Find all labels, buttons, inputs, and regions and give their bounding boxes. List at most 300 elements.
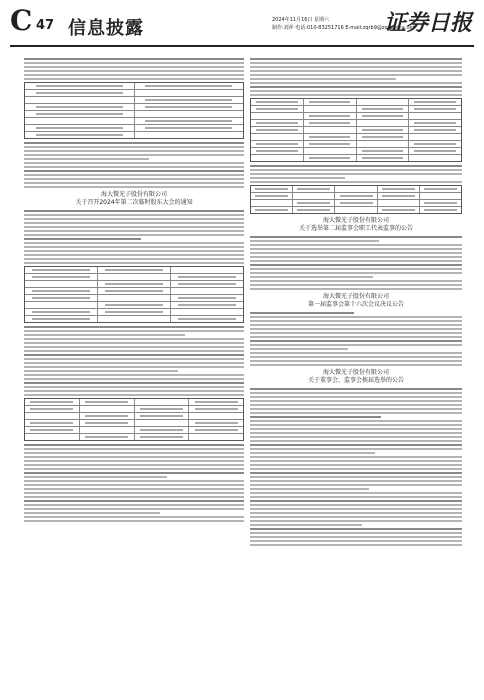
table-row	[25, 118, 243, 125]
cell-text	[36, 92, 123, 94]
table-cell	[135, 132, 244, 138]
text-line	[24, 254, 244, 256]
cell-text	[178, 304, 236, 306]
table-cell	[135, 97, 244, 103]
text-line	[250, 408, 462, 410]
table-cell	[409, 155, 461, 161]
text-line	[250, 528, 462, 530]
table-cell	[135, 111, 244, 117]
text-line	[250, 436, 462, 438]
cell-text	[309, 136, 350, 138]
text-line	[24, 230, 244, 232]
text-line	[24, 338, 244, 340]
text-line	[250, 448, 462, 450]
table-cell	[25, 104, 135, 110]
text-line	[250, 396, 462, 398]
cell-text	[256, 101, 297, 103]
table-cell	[25, 125, 135, 131]
text-line	[24, 460, 244, 462]
text-line	[24, 346, 244, 348]
text-line	[24, 484, 244, 486]
table-cell	[357, 99, 410, 105]
masthead-rule	[10, 45, 474, 47]
cell-text	[145, 127, 232, 129]
text-line	[24, 226, 244, 228]
text-line	[250, 484, 462, 486]
table-cell	[135, 420, 190, 426]
table-row	[251, 186, 461, 193]
section-title: 信息披露	[68, 18, 144, 39]
text-line	[250, 260, 462, 262]
table-cell	[135, 125, 244, 131]
text-line	[250, 388, 462, 390]
table-cell	[304, 155, 357, 161]
cell-text	[85, 415, 128, 417]
text-line	[250, 432, 462, 434]
cell-text	[424, 202, 457, 204]
cell-text	[414, 150, 455, 152]
table-cell	[378, 207, 420, 213]
text-line	[250, 356, 462, 358]
notice-text-block	[250, 312, 462, 366]
text-line	[24, 456, 244, 458]
table-cell	[171, 316, 243, 322]
text-line	[24, 74, 244, 76]
text-line	[24, 520, 244, 522]
text-line	[24, 330, 244, 332]
text-line	[250, 173, 462, 175]
table-row	[251, 127, 461, 134]
table-cell	[98, 288, 171, 294]
cell-text	[30, 422, 73, 424]
cell-text	[36, 127, 123, 129]
cell-text	[30, 429, 73, 431]
cell-text	[105, 304, 163, 306]
notice-text-block	[250, 388, 462, 546]
table-row	[25, 302, 243, 309]
text-line	[24, 262, 244, 264]
cell-text	[145, 85, 232, 87]
table-cell	[357, 148, 410, 154]
table-cell	[420, 186, 461, 192]
cell-text	[32, 276, 90, 278]
text-line	[250, 78, 396, 80]
cell-text	[362, 108, 403, 110]
table-cell	[135, 104, 244, 110]
table-row	[251, 120, 461, 127]
table-cell	[409, 120, 461, 126]
text-line	[24, 370, 178, 372]
cell-text	[309, 122, 350, 124]
cell-text	[36, 113, 123, 115]
text-line	[250, 328, 462, 330]
table-row	[25, 406, 243, 413]
cell-text	[85, 436, 128, 438]
table-cell	[409, 134, 461, 140]
table-cell	[135, 434, 190, 440]
table-row	[251, 141, 461, 148]
text-line	[250, 516, 462, 518]
table-cell	[25, 413, 80, 419]
text-line	[250, 468, 462, 470]
cell-text	[414, 143, 455, 145]
text-line	[24, 178, 244, 180]
table-cell	[189, 406, 243, 412]
table-cell	[357, 113, 410, 119]
text-line	[24, 362, 244, 364]
text-line	[24, 342, 244, 344]
text-line	[250, 336, 462, 338]
cell-text	[362, 157, 403, 159]
cell-text	[140, 408, 183, 410]
cell-text	[309, 143, 350, 145]
cell-text	[145, 106, 232, 108]
table-cell	[304, 106, 357, 112]
table-cell	[251, 193, 293, 199]
notice-table	[24, 82, 244, 139]
notice-heading	[250, 217, 462, 233]
text-line	[250, 62, 462, 64]
table-cell	[409, 141, 461, 147]
text-line	[250, 392, 462, 394]
table-cell	[98, 267, 171, 273]
text-line	[24, 468, 244, 470]
cell-text	[140, 436, 183, 438]
text-line	[24, 234, 244, 236]
table-cell	[80, 427, 135, 433]
right-column	[250, 56, 462, 690]
cell-text	[424, 188, 457, 190]
text-line	[24, 210, 244, 212]
table-row	[251, 193, 461, 200]
text-line	[250, 284, 462, 286]
text-line	[24, 504, 244, 506]
table-cell	[25, 420, 80, 426]
text-line	[24, 238, 141, 240]
cell-text	[178, 318, 236, 320]
text-line	[24, 158, 149, 160]
text-line	[250, 504, 462, 506]
table-row	[25, 427, 243, 434]
text-line	[250, 58, 462, 60]
text-line	[24, 146, 244, 148]
text-line	[250, 177, 345, 179]
table-cell	[80, 420, 135, 426]
table-cell	[251, 113, 304, 119]
text-line	[250, 412, 462, 414]
notice-text-block	[24, 444, 244, 522]
text-line	[250, 332, 462, 334]
text-line	[24, 182, 244, 184]
table-row	[25, 125, 243, 132]
table-cell	[304, 148, 357, 154]
text-line	[250, 256, 462, 258]
text-line	[250, 460, 462, 462]
table-cell	[25, 302, 98, 308]
table-cell	[25, 295, 98, 301]
text-line	[24, 246, 244, 248]
notice-text-block	[24, 326, 244, 396]
table-row	[25, 274, 243, 281]
cell-text	[105, 283, 163, 285]
notice-text-block	[250, 165, 462, 183]
table-row	[251, 99, 461, 106]
table-cell	[357, 106, 410, 112]
cell-text	[362, 129, 403, 131]
text-line	[24, 358, 244, 360]
text-line	[250, 540, 462, 542]
table-cell	[357, 155, 410, 161]
cell-text	[297, 188, 330, 190]
table-cell	[378, 200, 420, 206]
notice-text-block	[24, 58, 244, 80]
cell-text	[140, 415, 183, 417]
table-row	[251, 207, 461, 213]
notice-text-block	[24, 142, 244, 188]
table-cell	[304, 113, 357, 119]
text-line	[24, 150, 244, 152]
text-line	[250, 70, 462, 72]
text-line	[24, 488, 244, 490]
table-cell	[189, 413, 243, 419]
text-line	[250, 169, 462, 171]
table-cell	[25, 281, 98, 287]
text-line	[250, 90, 462, 92]
text-line	[250, 344, 462, 346]
table-cell	[304, 134, 357, 140]
text-line	[24, 142, 244, 144]
table-cell	[409, 127, 461, 133]
table-cell	[335, 193, 377, 199]
text-line	[24, 492, 244, 494]
text-line	[250, 512, 462, 514]
text-line	[24, 250, 244, 252]
notice-table	[24, 266, 244, 323]
cell-text	[256, 108, 297, 110]
cell-text	[424, 209, 457, 211]
table-cell	[251, 186, 293, 192]
table-row	[251, 148, 461, 155]
text-line	[250, 86, 462, 88]
table-cell	[171, 274, 243, 280]
text-line	[24, 350, 244, 352]
cell-text	[256, 129, 297, 131]
table-row	[25, 104, 243, 111]
text-line	[250, 544, 462, 546]
cell-text	[178, 276, 236, 278]
issue-date: 2024年11月16日 星期六	[272, 17, 330, 23]
text-line	[250, 480, 462, 482]
table-cell	[25, 111, 135, 117]
table-cell	[25, 97, 135, 103]
table-cell	[251, 134, 304, 140]
table-cell	[135, 90, 244, 96]
table-row	[25, 267, 243, 274]
text-line	[250, 476, 462, 478]
text-line	[24, 242, 244, 244]
cell-text	[297, 209, 330, 211]
cell-text	[32, 269, 90, 271]
cell-text	[340, 202, 373, 204]
text-line	[24, 386, 244, 388]
table-cell	[25, 399, 80, 405]
cell-text	[255, 209, 288, 211]
text-line	[250, 440, 462, 442]
table-row	[251, 134, 461, 141]
text-line	[250, 82, 462, 84]
table-cell	[420, 200, 461, 206]
text-line	[250, 488, 369, 490]
text-line	[250, 520, 462, 522]
table-cell	[25, 406, 80, 412]
table-row	[25, 316, 243, 322]
cell-text	[105, 311, 163, 313]
table-cell	[409, 99, 461, 105]
table-cell	[293, 207, 335, 213]
table-row	[251, 200, 461, 207]
table-cell	[357, 134, 410, 140]
cell-text	[178, 283, 236, 285]
cell-text	[382, 195, 415, 197]
notice-text-block	[24, 210, 244, 264]
paper-name-logo: 证券日报	[383, 10, 472, 36]
table-row	[25, 90, 243, 97]
notice-company: 海大微光子股份有限公司	[322, 217, 389, 224]
text-line	[24, 508, 244, 510]
cell-text	[309, 101, 350, 103]
table-cell	[25, 132, 135, 138]
text-line	[250, 492, 462, 494]
table-cell	[357, 141, 410, 147]
table-cell	[251, 148, 304, 154]
cell-text	[414, 129, 455, 131]
notice-table	[24, 398, 244, 441]
cell-text	[340, 195, 373, 197]
table-cell	[189, 399, 243, 405]
notice-title: 关于董事会、监事会换届选举的公告	[307, 377, 404, 384]
table-cell	[25, 90, 135, 96]
text-line	[250, 420, 462, 422]
cell-text	[297, 202, 330, 204]
text-line	[24, 378, 244, 380]
table-cell	[189, 420, 243, 426]
table-cell	[98, 281, 171, 287]
notice-title: 第一届监事会第十六次会议决议公告	[307, 301, 404, 308]
cell-text	[362, 115, 403, 117]
table-cell	[25, 427, 80, 433]
cell-text	[145, 120, 232, 122]
cell-text	[36, 134, 123, 136]
text-line	[24, 496, 244, 498]
notice-title: 关于召开2024年第二次临时股东大会的通知	[75, 199, 193, 206]
text-line	[250, 268, 462, 270]
cell-text	[309, 115, 350, 117]
table-cell	[409, 148, 461, 154]
text-line	[250, 181, 462, 183]
table-cell	[251, 127, 304, 133]
table-cell	[251, 141, 304, 147]
text-line	[24, 480, 244, 482]
table-cell	[80, 399, 135, 405]
notice-text-block	[250, 58, 462, 96]
table-cell	[135, 83, 244, 89]
left-column	[24, 56, 244, 690]
text-line	[250, 316, 462, 318]
cell-text	[256, 150, 297, 152]
cell-text	[414, 122, 455, 124]
cell-text	[32, 290, 90, 292]
table-cell	[171, 267, 243, 273]
notice-company: 海大微光子股份有限公司	[322, 293, 389, 300]
table-cell	[335, 200, 377, 206]
cell-text	[85, 401, 128, 403]
text-line	[250, 324, 462, 326]
table-cell	[304, 141, 357, 147]
table-cell	[304, 120, 357, 126]
text-line	[24, 174, 244, 176]
text-line	[250, 320, 462, 322]
cell-text	[414, 108, 455, 110]
cell-text	[382, 209, 415, 211]
text-line	[250, 444, 462, 446]
text-line	[250, 348, 348, 350]
table-row	[25, 111, 243, 118]
table-cell	[304, 127, 357, 133]
cell-text	[382, 188, 415, 190]
table-cell	[335, 207, 377, 213]
table-row	[25, 97, 243, 104]
text-line	[250, 244, 462, 246]
table-cell	[171, 288, 243, 294]
text-line	[24, 472, 244, 474]
table-cell	[25, 309, 98, 315]
table-row	[25, 420, 243, 427]
cell-text	[178, 297, 236, 299]
text-line	[24, 214, 244, 216]
text-line	[250, 352, 462, 354]
text-line	[24, 476, 167, 478]
text-line	[24, 354, 244, 356]
cell-text	[195, 422, 238, 424]
text-line	[250, 240, 379, 242]
cell-text	[140, 429, 183, 431]
table-cell	[293, 193, 335, 199]
text-line	[24, 170, 244, 172]
cell-text	[362, 150, 403, 152]
text-line	[250, 472, 462, 474]
text-line	[250, 508, 462, 510]
notice-company: 海大微光子股份有限公司	[100, 191, 167, 198]
text-line	[24, 394, 244, 396]
text-line	[250, 416, 381, 418]
notice-heading	[250, 369, 462, 385]
table-row	[25, 281, 243, 288]
text-line	[250, 272, 462, 274]
table-cell	[335, 186, 377, 192]
text-line	[250, 404, 462, 406]
notice-title: 关于选举第二届监事会职工代表监事的公告	[298, 225, 413, 232]
table-cell	[251, 106, 304, 112]
cell-text	[195, 401, 238, 403]
cell-text	[255, 195, 288, 197]
text-line	[250, 312, 354, 314]
table-cell	[25, 288, 98, 294]
table-row	[25, 309, 243, 316]
text-line	[250, 252, 462, 254]
text-line	[24, 162, 244, 164]
table-cell	[357, 120, 410, 126]
cell-text	[195, 429, 238, 431]
